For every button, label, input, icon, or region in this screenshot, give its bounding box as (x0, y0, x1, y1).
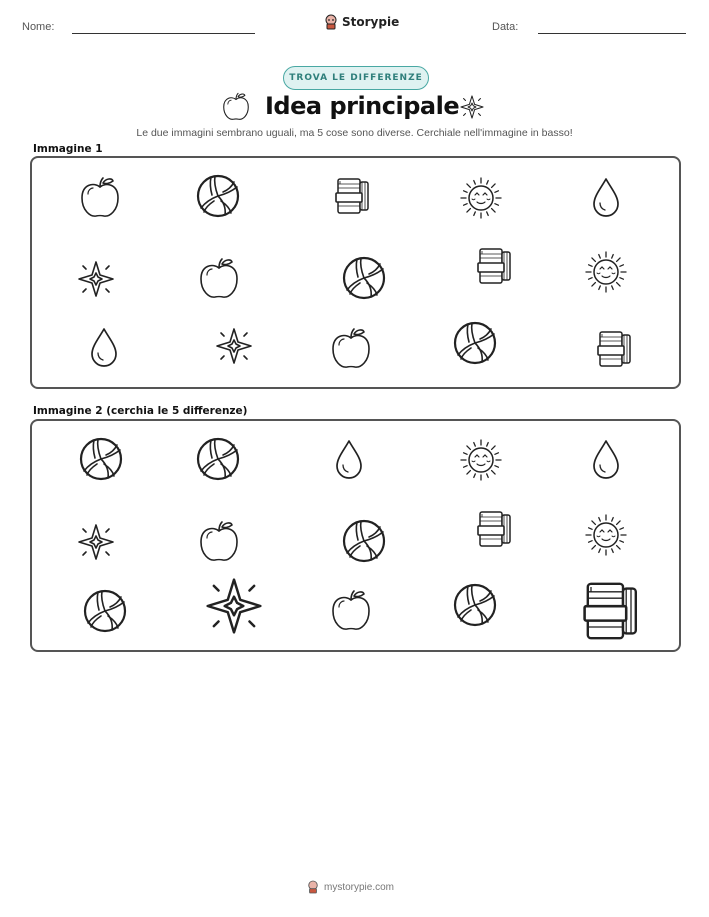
image2-volleyball-icon (198, 439, 238, 479)
image1-apple-icon (201, 259, 237, 297)
image1-book-icon (478, 249, 510, 283)
image2-drop-icon (594, 441, 618, 478)
image2-sun-icon (586, 515, 626, 555)
image1-sun-icon (461, 178, 501, 218)
footer-url[interactable]: mystorypie.com (324, 881, 395, 893)
image2-apple-icon (201, 522, 237, 560)
image2-volleyball-icon (344, 521, 384, 561)
image2-apple-icon (333, 591, 369, 629)
image1-volleyball-icon (344, 258, 384, 298)
image2-sparkle-icon (79, 525, 113, 559)
image2-volleyball-icon (85, 591, 125, 631)
image1-drop-icon (594, 179, 618, 216)
image2-volleyball-icon (81, 439, 121, 479)
brand-name: Storypie (342, 15, 400, 29)
image2-label: Immagine 2 (cerchia le 5 differenze) (33, 405, 248, 417)
image1-book-icon (598, 332, 630, 366)
image2-sun-icon (461, 440, 501, 480)
date-label: Data: (492, 21, 519, 33)
image1-sparkle-icon (217, 329, 251, 363)
image1-volleyball-icon (455, 323, 495, 363)
image2-book-icon (585, 584, 636, 638)
image1-sparkle-icon (79, 262, 113, 296)
image1-label: Immagine 1 (33, 143, 103, 155)
image1-sun-icon (586, 252, 626, 292)
activity-badge: TROVA LE DIFFERENZE (283, 66, 429, 90)
image1-apple-icon (333, 329, 369, 367)
footer (307, 880, 394, 894)
storypie-mascot-icon (307, 880, 319, 894)
image1-apple-icon (82, 178, 118, 216)
image1-drop-icon (92, 329, 116, 366)
image1-volleyball-icon (198, 176, 238, 216)
image2-sparkle-icon (208, 580, 261, 633)
image1-book-icon (336, 179, 368, 213)
image2-book-icon (478, 512, 510, 546)
image2-volleyball-icon (455, 585, 495, 625)
image2-drop-icon (337, 441, 361, 478)
page-title: Idea principale (265, 92, 460, 120)
instructions: Le due immagini sembrano uguali, ma 5 cose sono diverse. Cerchiale nell'immagine in basso! (136, 127, 573, 139)
name-label: Nome: (22, 21, 55, 33)
